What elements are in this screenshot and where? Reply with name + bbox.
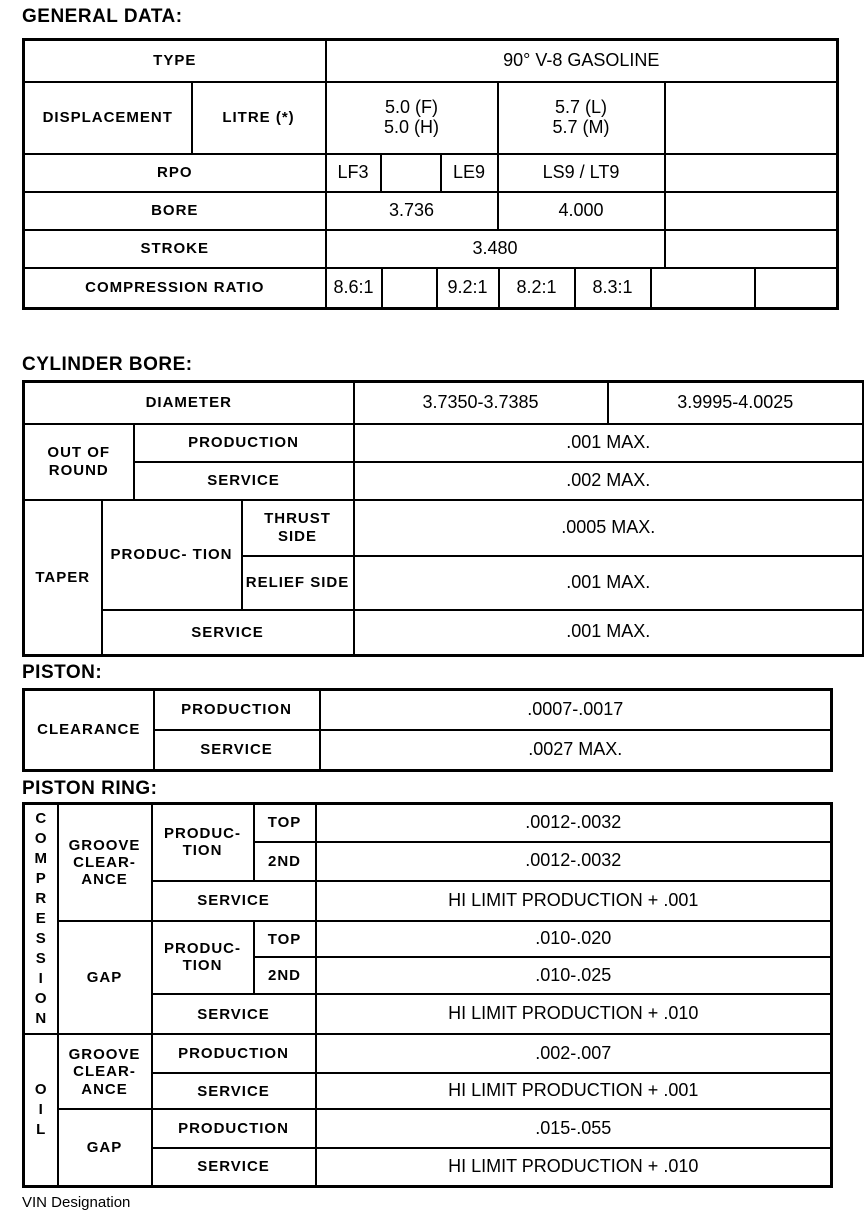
comp-gap-top-label: TOP [254,921,316,957]
compression-letter: C [35,810,47,828]
compression-cell [382,269,437,307]
displacement-l: 5.7 (L) [554,96,608,117]
oor-service-label: SERVICE [134,462,354,500]
litre-label: LITRE (*) [192,82,326,154]
compression-letter: P [35,870,46,888]
rpo-label: RPO [24,154,326,192]
rpo-cell: LF3 [326,154,381,192]
comp-groove-top-label: TOP [254,804,316,843]
compression-cell [755,269,838,307]
compression-letter: R [35,890,47,908]
oil-groove-production-label: PRODUCTION [152,1034,316,1073]
oil-gap-production-label: PRODUCTION [152,1109,316,1148]
diameter-value: 3.7350-3.7385 [354,382,608,424]
compression-cell [651,269,755,307]
compression-cell: 8.3:1 [575,269,651,307]
bore-empty [665,192,838,230]
compression-letter: S [35,950,46,968]
comp-gap-label: GAP [58,921,152,1034]
compression-ratio-label: COMPRESSION RATIO [24,268,326,309]
compression-vertical-label [24,804,58,1035]
displacement-f: 5.0 (F) [384,96,438,117]
oil-gap-service-value: HI LIMIT PRODUCTION + .010 [316,1148,832,1187]
diameter-label: DIAMETER [24,382,354,424]
displacement-empty [665,82,838,154]
oil-groove-service-label: SERVICE [152,1073,316,1109]
out-of-round-label: OUT OF ROUND [24,424,134,500]
compression-cell: 9.2:1 [437,269,499,307]
displacement-fh [326,82,498,154]
taper-service-label: SERVICE [102,610,354,656]
comp-groove-2nd-value: .0012-.0032 [316,842,832,881]
compression-cell: 8.6:1 [327,269,382,307]
displacement-m: 5.7 (M) [552,116,610,137]
rpo-cell: LS9 / LT9 [498,154,665,192]
compression-letter: O [34,990,47,1008]
piston-table [22,688,833,772]
compression-letter: O [34,830,47,848]
piston-service-label: SERVICE [154,730,320,771]
piston-ring-table [22,802,833,1188]
displacement-h: 5.0 (H) [383,116,439,137]
oil-letter: L [36,1121,46,1139]
diameter-value: 3.9995-4.0025 [608,382,864,424]
stroke-value: 3.480 [326,230,665,268]
bore-label: BORE [24,192,326,230]
clearance-label: CLEARANCE [24,690,154,771]
comp-groove-2nd-label: 2ND [254,842,316,881]
comp-groove-service-label: SERVICE [152,881,316,922]
oil-groove-service-value: HI LIMIT PRODUCTION + .001 [316,1073,832,1109]
comp-gap-top-value: .010-.020 [316,921,832,957]
general-data-table [22,38,839,310]
oil-gap-label: GAP [58,1109,152,1186]
comp-groove-clearance-label: GROOVE CLEAR- ANCE [58,804,152,922]
vin-designation-footnote: VIN Designation [22,1194,131,1211]
compression-letter: S [35,930,46,948]
comp-groove-service-value: HI LIMIT PRODUCTION + .001 [316,881,832,922]
cylinder-bore-table [22,380,864,657]
piston-ring-title: PISTON RING: [22,778,158,799]
oil-groove-clearance-label: GROOVE CLEAR- ANCE [58,1034,152,1109]
oil-gap-production-value: .015-.055 [316,1109,832,1148]
piston-service-value: .0027 MAX. [320,730,832,771]
cylinder-bore-title: CYLINDER BORE: [22,354,193,375]
general-data-title: GENERAL DATA: [22,6,183,27]
compression-letter: I [38,970,43,988]
taper-label: TAPER [24,500,102,656]
compression-ratio-values [326,268,838,309]
oor-production-value: .001 MAX. [354,424,864,462]
oil-letter: I [38,1101,43,1119]
displacement-label: DISPLACEMENT [24,82,192,154]
stroke-empty [665,230,838,268]
comp-gap-2nd-value: .010-.025 [316,957,832,993]
oil-gap-service-label: SERVICE [152,1148,316,1187]
rpo-cell: LE9 [441,154,498,192]
oil-vertical-label [24,1034,58,1186]
oil-groove-production-value: .002-.007 [316,1034,832,1073]
taper-relief-value: .001 MAX. [354,556,864,610]
compression-letter: E [35,910,46,928]
piston-production-label: PRODUCTION [154,690,320,731]
comp-gap-service-value: HI LIMIT PRODUCTION + .010 [316,994,832,1035]
comp-gap-production-label: PRODUC- TION [152,921,254,994]
oil-letter: O [34,1081,47,1099]
rpo-cell [381,154,441,192]
comp-groove-production-label: PRODUC- TION [152,804,254,881]
comp-gap-2nd-label: 2ND [254,957,316,993]
rpo-empty [665,154,838,192]
comp-gap-service-label: SERVICE [152,994,316,1035]
type-value: 90° V-8 GASOLINE [326,40,838,82]
relief-side-label: RELIEF SIDE [242,556,354,610]
oor-service-value: .002 MAX. [354,462,864,500]
thrust-side-label: THRUST SIDE [242,500,354,556]
compression-letter: M [34,850,47,868]
bore-value: 3.736 [326,192,498,230]
bore-value: 4.000 [498,192,665,230]
piston-title: PISTON: [22,662,103,683]
stroke-label: STROKE [24,230,326,268]
taper-production-label: PRODUC- TION [102,500,242,610]
oor-production-label: PRODUCTION [134,424,354,462]
taper-thrust-value: .0005 MAX. [354,500,864,556]
taper-service-value: .001 MAX. [354,610,864,656]
piston-production-value: .0007-.0017 [320,690,832,731]
type-label: TYPE [24,40,326,82]
displacement-lm [498,82,665,154]
compression-letter: N [35,1010,47,1028]
comp-groove-top-value: .0012-.0032 [316,804,832,843]
compression-cell: 8.2:1 [499,269,575,307]
